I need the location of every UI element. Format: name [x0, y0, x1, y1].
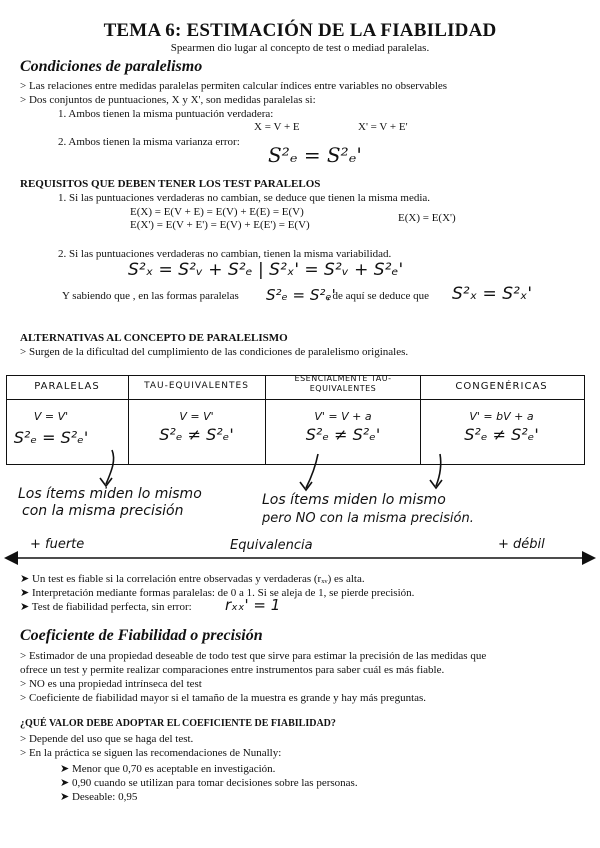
cell-tau-s: S²ₑ ≠ S²ₑ'	[159, 425, 234, 444]
bullet-item: ➤ Test de fiabilidad perfecta, sin error:	[20, 601, 192, 613]
equation-observed-equal: S²ₓ = S²ₓ'	[452, 284, 533, 304]
alternativas-heading: ALTERNATIVAS AL CONCEPTO DE PARALELISMO	[20, 332, 288, 344]
valor-list-item: ➤ 0,90 cuando se utilizan para tomar decisiones sobre las personas.	[60, 777, 358, 789]
bullet-item: ➤ Interpretación mediante formas paralelas: de 0 a 1. Si se aleja de 1, se pierde precisión.	[20, 587, 415, 599]
equation-error-variance: S²ₑ = S²ₑ'	[268, 143, 362, 167]
arrowhead-bullet-icon: ➤	[20, 601, 32, 613]
cell-congenericas-s: S²ₑ ≠ S²ₑ'	[464, 425, 539, 444]
cell-esencial-v: V' = V + a	[314, 410, 372, 423]
condiciones-line-2: > Dos conjuntos de puntuaciones, X y X', son medidas paralelas si:	[20, 94, 316, 106]
table-header-congenericas: CONGENÉRICAS	[455, 381, 548, 392]
condiciones-heading: Condiciones de paralelismo	[20, 58, 203, 75]
equation-xp-v-ep: X' = V + E'	[358, 121, 408, 133]
arrowhead-bullet-icon: ➤	[60, 763, 72, 775]
equation-perfect-reliability: rₓₓ' = 1	[225, 596, 281, 614]
note-left-line-2: con la misma precisión	[22, 503, 184, 519]
valor-line-2: > En la práctica se siguen las recomendaciones de Nunally:	[20, 747, 282, 759]
alternativas-line-1: > Surgen de la dificultad del cumplimiento de las condiciones de paralelismo originales.	[20, 346, 409, 358]
scale-left-label: + fuerte	[30, 537, 85, 552]
note-left-line-1: Los ítems miden lo mismo	[18, 486, 202, 502]
valor-heading: ¿QUÉ VALOR DEBE ADOPTAR EL COEFICIENTE DE FIABILIDAD?	[20, 718, 336, 729]
equation-expectation-xp: E(X') = E(V + E') = E(V) + E(E') = E(V)	[130, 219, 310, 231]
condiciones-item-2: 2. Ambos tienen la misma varianza error:	[58, 136, 240, 148]
cell-congenericas-v: V' = bV + a	[469, 410, 534, 423]
coeficiente-heading: Coeficiente de Fiabilidad o precisión	[20, 627, 263, 644]
coeficiente-line-3: > Coeficiente de fiabilidad mayor si el tamaño de la muestra es grande y hay más preguntas.	[20, 692, 427, 704]
sabiendo-text-mid: , de aquí se deduce que	[327, 290, 430, 302]
note-right-line-2: pero NO con la misma precisión.	[262, 511, 474, 526]
cell-esencial-s: S²ₑ ≠ S²ₑ'	[305, 425, 381, 444]
table-header-paralelas: PARALELAS	[34, 381, 100, 392]
valor-list-item: ➤ Menor que 0,70 es aceptable en investigación.	[60, 763, 276, 775]
coeficiente-line-1b: ofrece un test y permite realizar comparaciones entre instrumentos para saber cuál es más fiable.	[20, 664, 445, 676]
arrowhead-bullet-icon: ➤	[20, 573, 32, 585]
scale-center-label: Equivalencia	[230, 538, 313, 553]
sabiendo-text-pre: Y sabiendo que , en las formas paralelas	[62, 290, 239, 302]
condiciones-item-1: 1. Ambos tienen la misma puntuación verdadera:	[58, 108, 274, 120]
coeficiente-line-2: > NO es una propiedad intrínseca del test	[20, 678, 202, 690]
condiciones-line-1: > Las relaciones entre medidas paralelas permiten calcular índices entre variables no observables	[20, 80, 448, 92]
requisitos-heading: REQUISITOS QUE DEBEN TENER LOS TEST PARALELOS	[20, 178, 321, 190]
scale-left-arrow-icon	[4, 551, 18, 565]
cell-tau-v: V = V'	[179, 410, 214, 423]
bullet-item: ➤ Un test es fiable si la correlación entre observadas y verdaderas (rₓᵥ) es alta.	[20, 573, 365, 585]
table-header-esencialmente: ESENCIALMENTE TAU-EQUIVALENTES	[294, 374, 392, 393]
equation-observed-variance: S²ₓ = S²ᵥ + S²ₑ | S²ₓ' = S²ᵥ + S²ₑ'	[128, 260, 404, 280]
equation-parallel-error: S²ₑ = S²ₑ'	[266, 286, 336, 304]
coeficiente-line-1: > Estimador de una propiedad deseable de todo test que sirve para estimar la precisión de las medidas que	[20, 650, 487, 662]
note-right-line-1: Los ítems miden lo mismo	[262, 492, 446, 508]
arrow-to-left-note	[106, 450, 114, 484]
valor-list-item: ➤ Deseable: 0,95	[60, 791, 138, 803]
scale-right-label: + débil	[498, 537, 545, 552]
scale-right-arrow-icon	[582, 551, 596, 565]
arrow-to-right-note-2	[436, 454, 441, 486]
page-subtitle: Spearmen dio lugar al concepto de test o mediad paralelas.	[170, 42, 430, 54]
requisitos-item-2: 2. Si las puntuaciones verdaderas no cambian, tienen la misma variabilidad.	[58, 248, 392, 260]
equation-x-v-e: X = V + E	[254, 121, 300, 133]
cell-paralelas-v: V = V'	[33, 410, 69, 423]
equation-equal-expectations: E(X) = E(X')	[398, 212, 456, 224]
arrowhead-bullet-icon: ➤	[60, 777, 72, 789]
table-header-tau-equivalentes: TAU-EQUIVALENTES	[144, 381, 249, 391]
requisitos-item-1: 1. Si las puntuaciones verdaderas no cambian, se deduce que tienen la misma media.	[58, 192, 431, 204]
table-header-divider	[6, 399, 585, 400]
equation-expectation-x: E(X) = E(V + E) = E(V) + E(E) = E(V)	[130, 206, 304, 218]
page-title: TEMA 6: ESTIMACIÓN DE LA FIABILIDAD	[103, 20, 497, 41]
cell-paralelas-s: S²ₑ = S²ₑ'	[13, 428, 89, 447]
arrowhead-bullet-icon: ➤	[20, 587, 32, 599]
arrowhead-bullet-icon: ➤	[60, 791, 72, 803]
valor-line-1: > Depende del uso que se haga del test.	[20, 733, 194, 745]
